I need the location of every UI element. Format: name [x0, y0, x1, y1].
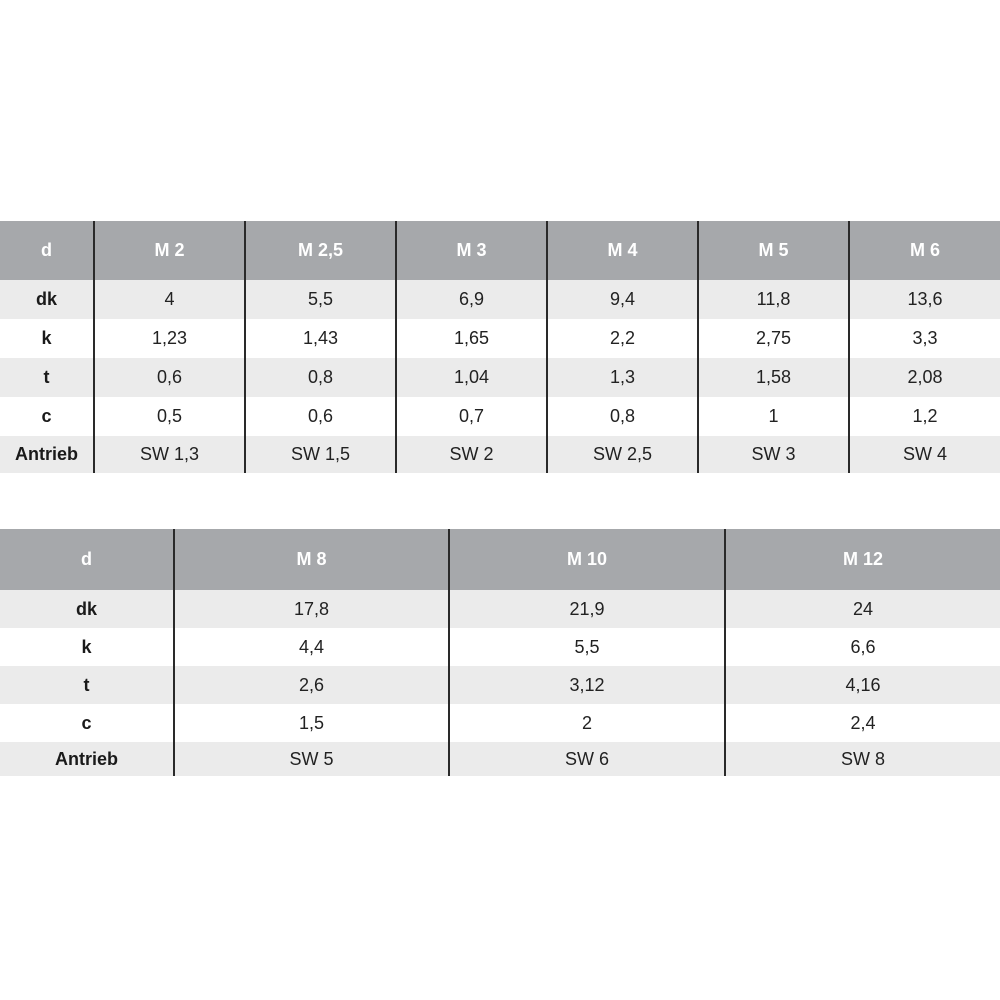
table-cell: SW 2 [396, 436, 547, 473]
table-cell: 4,4 [174, 628, 449, 666]
table-cell: 2,6 [174, 666, 449, 704]
table-cell: SW 1,5 [245, 436, 396, 473]
table-cell: 2,2 [547, 319, 698, 358]
header-cell-size: M 3 [396, 221, 547, 280]
table-cell: 5,5 [449, 628, 725, 666]
row-label: Antrieb [55, 748, 118, 769]
table-cell: SW 2,5 [547, 436, 698, 473]
table-cell: 2,4 [725, 704, 1000, 742]
header-cell-size: M 6 [849, 221, 1000, 280]
table-header-row [0, 529, 1000, 590]
table-cell: SW 5 [174, 742, 449, 776]
table-cell: SW 1,3 [94, 436, 245, 473]
table-row-k [0, 319, 1000, 358]
table-cell: SW 6 [449, 742, 725, 776]
table-cell: 0,5 [94, 397, 245, 436]
header-cell-size: M 2,5 [245, 221, 396, 280]
row-label: c [81, 712, 92, 733]
table-row-t [0, 666, 1000, 704]
table-row-dk [0, 280, 1000, 319]
row-label: c [41, 406, 52, 426]
header-cell-size: M 5 [698, 221, 849, 280]
table-cell: 4 [94, 280, 245, 319]
table-header-row [0, 221, 1000, 280]
header-cell-d: d [0, 529, 174, 590]
table-row-antrieb [0, 436, 1000, 473]
table-cell: 5,5 [245, 280, 396, 319]
table-cell: 13,6 [849, 280, 1000, 319]
table-row-c [0, 397, 1000, 436]
dimension-table-large [0, 529, 1000, 776]
table-cell: 2,08 [849, 358, 1000, 397]
header-cell-size: M 10 [449, 529, 725, 590]
table-cell: 2 [449, 704, 725, 742]
table-cell: 11,8 [698, 280, 849, 319]
header-cell-size: M 8 [174, 529, 449, 590]
table-row-dk [0, 590, 1000, 628]
table-cell: 24 [725, 590, 1000, 628]
table-cell: 6,6 [725, 628, 1000, 666]
table-cell: 1,2 [849, 397, 1000, 436]
row-label: t [43, 367, 50, 387]
row-label: Antrieb [15, 444, 78, 464]
row-label: k [41, 328, 52, 348]
header-cell-d: d [0, 221, 94, 280]
table-cell: 0,6 [94, 358, 245, 397]
table-cell: SW 3 [698, 436, 849, 473]
table-cell: SW 4 [849, 436, 1000, 473]
table-cell: 1 [698, 397, 849, 436]
table-cell: 1,58 [698, 358, 849, 397]
table-cell: 0,8 [245, 358, 396, 397]
table-row-t [0, 358, 1000, 397]
table-cell: 0,7 [396, 397, 547, 436]
row-label: t [83, 674, 90, 695]
table-cell: 4,16 [725, 666, 1000, 704]
table-cell: 1,43 [245, 319, 396, 358]
table-row-c [0, 704, 1000, 742]
header-cell-size: M 12 [725, 529, 1000, 590]
table-cell: 9,4 [547, 280, 698, 319]
table-cell: 1,65 [396, 319, 547, 358]
table-cell: 1,3 [547, 358, 698, 397]
table-cell: 1,23 [94, 319, 245, 358]
table-cell: 1,04 [396, 358, 547, 397]
row-label: dk [35, 289, 57, 309]
table-cell: SW 8 [725, 742, 1000, 776]
table-cell: 2,75 [698, 319, 849, 358]
table-cell: 21,9 [449, 590, 725, 628]
table-row-antrieb [0, 742, 1000, 776]
row-label: k [81, 636, 92, 657]
header-cell-size: M 4 [547, 221, 698, 280]
table-cell: 3,3 [849, 319, 1000, 358]
table-cell: 0,8 [547, 397, 698, 436]
table-cell: 3,12 [449, 666, 725, 704]
row-label: dk [75, 598, 97, 619]
table-row-k [0, 628, 1000, 666]
table-cell: 6,9 [396, 280, 547, 319]
header-cell-size: M 2 [94, 221, 245, 280]
table-cell: 1,5 [174, 704, 449, 742]
table-cell: 0,6 [245, 397, 396, 436]
dimension-table-small [0, 221, 1000, 473]
table-cell: 17,8 [174, 590, 449, 628]
